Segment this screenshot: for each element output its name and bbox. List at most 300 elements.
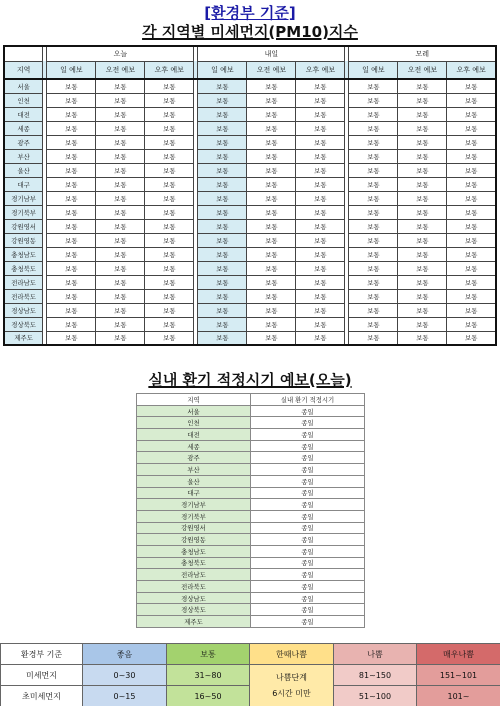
forecast-grade-cell: 보통 — [296, 107, 345, 121]
forecast-grade-cell: 보통 — [296, 121, 345, 135]
forecast-grade-cell: 보통 — [349, 191, 398, 205]
forecast-grade-cell: 보통 — [96, 275, 145, 289]
forecast-grade-cell: 보통 — [96, 191, 145, 205]
ventilation-row — [137, 545, 365, 557]
day-header-day-after: 모레 — [349, 46, 496, 61]
period-header: 일 예보 — [198, 61, 247, 79]
forecast-grade-cell: 보통 — [47, 107, 96, 121]
forecast-grade-cell: 보통 — [96, 233, 145, 247]
forecast-grade-cell: 보통 — [296, 303, 345, 317]
period-header: 일 예보 — [349, 61, 398, 79]
forecast-region-cell: 전라남도 — [4, 275, 43, 289]
forecast-grade-cell: 보통 — [447, 149, 496, 163]
forecast-grade-cell: 보통 — [349, 331, 398, 345]
ventilation-time-cell: 종일 — [251, 604, 365, 616]
ventilation-row — [137, 475, 365, 487]
forecast-grade-cell: 보통 — [296, 289, 345, 303]
forecast-grade-cell: 보통 — [198, 289, 247, 303]
pm25-very-bad-range: 101~ — [417, 686, 500, 706]
forecast-grade-cell: 보통 — [398, 121, 447, 135]
forecast-grade-cell: 보통 — [96, 107, 145, 121]
forecast-grade-cell: 보통 — [349, 289, 398, 303]
ventilation-region-cell: 인천 — [137, 417, 251, 429]
ventilation-row — [137, 616, 365, 628]
legend-header-row — [1, 644, 500, 665]
day-header-today: 오늘 — [47, 46, 194, 61]
ventilation-time-cell: 종일 — [251, 534, 365, 546]
forecast-grade-cell: 보통 — [349, 275, 398, 289]
forecast-grade-cell: 보통 — [47, 205, 96, 219]
ventilation-row — [137, 557, 365, 569]
forecast-row — [4, 93, 496, 107]
ventilation-row — [137, 440, 365, 452]
forecast-grade-cell: 보통 — [96, 317, 145, 331]
forecast-grade-cell: 보통 — [447, 205, 496, 219]
forecast-row — [4, 331, 496, 345]
forecast-body — [4, 79, 496, 345]
ventilation-time-cell: 종일 — [251, 522, 365, 534]
forecast-grade-cell: 보통 — [247, 261, 296, 275]
forecast-grade-cell: 보통 — [96, 93, 145, 107]
forecast-grade-cell: 보통 — [145, 163, 194, 177]
forecast-corner — [4, 46, 43, 61]
forecast-row — [4, 275, 496, 289]
forecast-grade-cell: 보통 — [47, 177, 96, 191]
forecast-grade-cell: 보통 — [349, 247, 398, 261]
forecast-grade-cell: 보통 — [145, 149, 194, 163]
forecast-grade-cell: 보통 — [247, 177, 296, 191]
forecast-grade-cell: 보통 — [96, 79, 145, 93]
forecast-grade-cell: 보통 — [349, 317, 398, 331]
source-title-text: [환경부 기준] — [204, 4, 296, 22]
forecast-grade-cell: 보통 — [247, 219, 296, 233]
ventilation-region-cell: 경기남부 — [137, 499, 251, 511]
forecast-grade-cell: 보통 — [447, 163, 496, 177]
ventilation-time-cell: 종일 — [251, 569, 365, 581]
forecast-grade-cell: 보통 — [96, 261, 145, 275]
forecast-grade-cell: 보통 — [398, 107, 447, 121]
forecast-grade-cell: 보통 — [247, 331, 296, 345]
forecast-grade-cell: 보통 — [247, 149, 296, 163]
forecast-grade-cell: 보통 — [447, 191, 496, 205]
period-header: 오전 예보 — [96, 61, 145, 79]
forecast-grade-cell: 보통 — [198, 79, 247, 93]
pm25-label: 초미세먼지 — [1, 686, 83, 706]
forecast-grade-cell: 보통 — [198, 275, 247, 289]
forecast-grade-cell: 보통 — [145, 135, 194, 149]
forecast-grade-cell: 보통 — [296, 177, 345, 191]
ventilation-row — [137, 464, 365, 476]
forecast-row — [4, 303, 496, 317]
ventilation-row — [137, 510, 365, 522]
ventilation-time-header: 실내 환기 적정시기 — [251, 394, 365, 406]
forecast-grade-cell: 보통 — [96, 247, 145, 261]
forecast-grade-cell: 보통 — [145, 219, 194, 233]
grade-very-bad-header: 매우나쁨 — [417, 644, 500, 665]
ventilation-region-cell: 대전 — [137, 429, 251, 441]
forecast-row — [4, 247, 496, 261]
forecast-grade-cell: 보통 — [349, 177, 398, 191]
forecast-grade-cell: 보통 — [145, 233, 194, 247]
forecast-region-cell: 세종 — [4, 121, 43, 135]
forecast-region-cell: 강원영서 — [4, 219, 43, 233]
forecast-grade-cell: 보통 — [398, 247, 447, 261]
ventilation-row — [137, 522, 365, 534]
forecast-region-cell: 경기남부 — [4, 191, 43, 205]
forecast-grade-cell: 보통 — [447, 233, 496, 247]
forecast-grade-cell: 보통 — [47, 275, 96, 289]
forecast-grade-cell: 보통 — [247, 317, 296, 331]
grade-bad-header: 나쁨 — [334, 644, 417, 665]
ventilation-time-cell: 종일 — [251, 475, 365, 487]
ventilation-time-cell: 종일 — [251, 464, 365, 476]
ventilation-region-cell: 세종 — [137, 440, 251, 452]
ventilation-time-cell: 종일 — [251, 616, 365, 628]
ventilation-time-cell: 종일 — [251, 510, 365, 522]
forecast-grade-cell: 보통 — [198, 163, 247, 177]
forecast-grade-cell: 보통 — [398, 135, 447, 149]
pm25-bad-range: 51~100 — [334, 686, 417, 706]
forecast-region-cell: 경상남도 — [4, 303, 43, 317]
ventilation-region-cell: 경기북부 — [137, 510, 251, 522]
temporarily-bad-note-line2: 6시간 미만 — [272, 689, 311, 698]
forecast-grade-cell: 보통 — [96, 331, 145, 345]
forecast-grade-cell: 보통 — [47, 233, 96, 247]
forecast-grade-cell: 보통 — [145, 289, 194, 303]
source-title — [0, 2, 500, 23]
forecast-grade-cell: 보통 — [296, 261, 345, 275]
forecast-grade-cell: 보통 — [447, 177, 496, 191]
forecast-grade-cell: 보통 — [198, 317, 247, 331]
forecast-grade-cell: 보통 — [47, 247, 96, 261]
period-header: 일 예보 — [47, 61, 96, 79]
ventilation-body — [137, 405, 365, 627]
forecast-grade-cell: 보통 — [349, 219, 398, 233]
forecast-region-cell: 강원영동 — [4, 233, 43, 247]
ventilation-region-cell: 제주도 — [137, 616, 251, 628]
forecast-grade-cell: 보통 — [96, 121, 145, 135]
ventilation-header-row — [137, 394, 365, 406]
forecast-grade-cell: 보통 — [447, 93, 496, 107]
forecast-day-header-row — [4, 46, 496, 61]
pm10-forecast-table — [3, 45, 497, 346]
forecast-row — [4, 135, 496, 149]
forecast-region-cell: 서울 — [4, 79, 43, 93]
forecast-grade-cell: 보통 — [349, 79, 398, 93]
forecast-grade-cell: 보통 — [145, 275, 194, 289]
forecast-grade-cell: 보통 — [145, 79, 194, 93]
forecast-grade-cell: 보통 — [296, 219, 345, 233]
pm10-good-range: 0~30 — [83, 665, 167, 686]
forecast-grade-cell: 보통 — [145, 331, 194, 345]
ventilation-time-cell: 종일 — [251, 557, 365, 569]
pm25-good-range: 0~15 — [83, 686, 167, 706]
ventilation-title-text: 실내 환기 적정시기 예보(오늘) — [148, 371, 352, 389]
forecast-grade-cell: 보통 — [296, 149, 345, 163]
forecast-grade-cell: 보통 — [198, 219, 247, 233]
forecast-row — [4, 289, 496, 303]
forecast-grade-cell: 보통 — [198, 149, 247, 163]
day-header-tomorrow: 내일 — [198, 46, 345, 61]
period-header: 오후 예보 — [145, 61, 194, 79]
pm10-very-bad-range: 151~101 — [417, 665, 500, 686]
ventilation-row — [137, 581, 365, 593]
forecast-grade-cell: 보통 — [247, 121, 296, 135]
forecast-grade-cell: 보통 — [296, 79, 345, 93]
ventilation-time-cell: 종일 — [251, 487, 365, 499]
forecast-grade-cell: 보통 — [198, 191, 247, 205]
forecast-grade-cell: 보통 — [447, 261, 496, 275]
forecast-grade-cell: 보통 — [47, 219, 96, 233]
forecast-grade-cell: 보통 — [398, 331, 447, 345]
forecast-grade-cell: 보통 — [398, 163, 447, 177]
ventilation-region-cell: 울산 — [137, 475, 251, 487]
forecast-region-cell: 인천 — [4, 93, 43, 107]
ventilation-region-cell: 충청북도 — [137, 557, 251, 569]
ventilation-region-cell: 광주 — [137, 452, 251, 464]
period-header: 오전 예보 — [398, 61, 447, 79]
forecast-grade-cell: 보통 — [47, 79, 96, 93]
forecast-region-cell: 전라북도 — [4, 289, 43, 303]
forecast-grade-cell: 보통 — [145, 317, 194, 331]
forecast-grade-cell: 보통 — [47, 163, 96, 177]
forecast-grade-cell: 보통 — [145, 205, 194, 219]
forecast-row — [4, 121, 496, 135]
forecast-grade-cell: 보통 — [447, 135, 496, 149]
forecast-grade-cell: 보통 — [296, 135, 345, 149]
forecast-grade-cell: 보통 — [96, 303, 145, 317]
ventilation-time-cell: 종일 — [251, 417, 365, 429]
forecast-region-cell: 울산 — [4, 163, 43, 177]
forecast-region-cell: 충청북도 — [4, 261, 43, 275]
forecast-grade-cell: 보통 — [247, 205, 296, 219]
pm10-normal-range: 31~80 — [167, 665, 250, 686]
forecast-grade-cell: 보통 — [198, 261, 247, 275]
period-header: 오후 예보 — [296, 61, 345, 79]
forecast-grade-cell: 보통 — [47, 303, 96, 317]
forecast-grade-cell: 보통 — [296, 93, 345, 107]
forecast-grade-cell: 보통 — [447, 121, 496, 135]
forecast-row — [4, 177, 496, 191]
ventilation-region-cell: 부산 — [137, 464, 251, 476]
forecast-grade-cell: 보통 — [349, 93, 398, 107]
forecast-grade-cell: 보통 — [296, 205, 345, 219]
ventilation-time-cell: 종일 — [251, 499, 365, 511]
ventilation-time-cell: 종일 — [251, 452, 365, 464]
forecast-region-cell: 부산 — [4, 149, 43, 163]
ventilation-region-cell: 대구 — [137, 487, 251, 499]
temporarily-bad-note — [250, 665, 334, 706]
main-title-text: 각 지역별 미세먼지(PM10)지수 — [142, 23, 358, 41]
forecast-grade-cell: 보통 — [247, 107, 296, 121]
forecast-grade-cell: 보통 — [447, 317, 496, 331]
forecast-row — [4, 219, 496, 233]
forecast-grade-cell: 보통 — [398, 149, 447, 163]
forecast-grade-cell: 보통 — [198, 303, 247, 317]
forecast-grade-cell: 보통 — [296, 331, 345, 345]
forecast-grade-cell: 보통 — [296, 191, 345, 205]
forecast-grade-cell: 보통 — [247, 275, 296, 289]
forecast-region-cell: 대구 — [4, 177, 43, 191]
forecast-grade-cell: 보통 — [447, 219, 496, 233]
ventilation-region-cell: 경상북도 — [137, 604, 251, 616]
ventilation-row — [137, 429, 365, 441]
period-header: 오후 예보 — [447, 61, 496, 79]
region-header: 지역 — [4, 61, 43, 79]
forecast-grade-cell: 보통 — [47, 331, 96, 345]
forecast-region-cell: 광주 — [4, 135, 43, 149]
forecast-grade-cell: 보통 — [96, 177, 145, 191]
forecast-grade-cell: 보통 — [198, 121, 247, 135]
ventilation-row — [137, 604, 365, 616]
forecast-grade-cell: 보통 — [145, 261, 194, 275]
forecast-grade-cell: 보통 — [349, 303, 398, 317]
ventilation-time-cell: 종일 — [251, 592, 365, 604]
forecast-grade-cell: 보통 — [349, 135, 398, 149]
forecast-grade-cell: 보통 — [296, 247, 345, 261]
forecast-grade-cell: 보통 — [96, 289, 145, 303]
ventilation-title — [0, 369, 500, 390]
legend-standard-label: 환경부 기준 — [1, 644, 83, 665]
forecast-row — [4, 191, 496, 205]
forecast-grade-cell: 보통 — [47, 121, 96, 135]
grade-temporarily-bad-header: 한때나쁨 — [250, 644, 334, 665]
forecast-grade-cell: 보통 — [47, 261, 96, 275]
forecast-grade-cell: 보통 — [296, 163, 345, 177]
forecast-grade-cell: 보통 — [296, 275, 345, 289]
forecast-row — [4, 205, 496, 219]
forecast-grade-cell: 보통 — [247, 289, 296, 303]
forecast-grade-cell: 보통 — [198, 135, 247, 149]
forecast-grade-cell: 보통 — [198, 233, 247, 247]
forecast-grade-cell: 보통 — [96, 205, 145, 219]
grade-good-header: 좋음 — [83, 644, 167, 665]
pm10-bad-range: 81~150 — [334, 665, 417, 686]
forecast-grade-cell: 보통 — [198, 177, 247, 191]
forecast-grade-cell: 보통 — [349, 163, 398, 177]
forecast-grade-cell: 보통 — [198, 247, 247, 261]
forecast-row — [4, 79, 496, 93]
main-title — [0, 21, 500, 42]
ventilation-row — [137, 499, 365, 511]
ventilation-table — [136, 393, 365, 628]
forecast-grade-cell: 보통 — [447, 289, 496, 303]
forecast-grade-cell: 보통 — [247, 191, 296, 205]
forecast-grade-cell: 보통 — [349, 149, 398, 163]
ventilation-row — [137, 405, 365, 417]
forecast-grade-cell: 보통 — [447, 247, 496, 261]
forecast-row — [4, 163, 496, 177]
forecast-grade-cell: 보통 — [349, 121, 398, 135]
forecast-grade-cell: 보통 — [398, 79, 447, 93]
ventilation-time-cell: 종일 — [251, 581, 365, 593]
forecast-grade-cell: 보통 — [47, 191, 96, 205]
forecast-grade-cell: 보통 — [47, 317, 96, 331]
forecast-grade-cell: 보통 — [247, 79, 296, 93]
ventilation-row — [137, 452, 365, 464]
pm25-normal-range: 16~50 — [167, 686, 250, 706]
forecast-row — [4, 317, 496, 331]
forecast-grade-cell: 보통 — [398, 275, 447, 289]
forecast-grade-cell: 보통 — [398, 177, 447, 191]
forecast-grade-cell: 보통 — [198, 331, 247, 345]
forecast-grade-cell: 보통 — [349, 261, 398, 275]
forecast-grade-cell: 보통 — [296, 317, 345, 331]
forecast-grade-cell: 보통 — [96, 135, 145, 149]
forecast-grade-cell: 보통 — [398, 191, 447, 205]
ventilation-row — [137, 592, 365, 604]
ventilation-row — [137, 534, 365, 546]
forecast-row — [4, 233, 496, 247]
forecast-grade-cell: 보통 — [198, 93, 247, 107]
forecast-grade-cell: 보통 — [398, 205, 447, 219]
forecast-grade-cell: 보통 — [145, 177, 194, 191]
ventilation-region-cell: 경상남도 — [137, 592, 251, 604]
ventilation-time-cell: 종일 — [251, 545, 365, 557]
forecast-region-cell: 충청남도 — [4, 247, 43, 261]
forecast-grade-cell: 보통 — [447, 275, 496, 289]
forecast-region-cell: 경상북도 — [4, 317, 43, 331]
ventilation-time-cell: 종일 — [251, 440, 365, 452]
forecast-grade-cell: 보통 — [96, 163, 145, 177]
forecast-grade-cell: 보통 — [145, 107, 194, 121]
forecast-grade-cell: 보통 — [47, 149, 96, 163]
forecast-row — [4, 107, 496, 121]
ventilation-region-cell: 전라북도 — [137, 581, 251, 593]
forecast-grade-cell: 보통 — [198, 205, 247, 219]
grade-legend-table — [0, 643, 500, 706]
forecast-grade-cell: 보통 — [349, 205, 398, 219]
forecast-grade-cell: 보통 — [247, 135, 296, 149]
forecast-grade-cell: 보통 — [447, 331, 496, 345]
forecast-grade-cell: 보통 — [47, 93, 96, 107]
ventilation-region-cell: 강원영서 — [137, 522, 251, 534]
period-header: 오전 예보 — [247, 61, 296, 79]
forecast-grade-cell: 보통 — [349, 107, 398, 121]
forecast-grade-cell: 보통 — [247, 247, 296, 261]
forecast-row — [4, 261, 496, 275]
ventilation-row — [137, 569, 365, 581]
forecast-region-cell: 경기북부 — [4, 205, 43, 219]
grade-normal-header: 보통 — [167, 644, 250, 665]
ventilation-region-cell: 서울 — [137, 405, 251, 417]
forecast-grade-cell: 보통 — [447, 303, 496, 317]
forecast-grade-cell: 보통 — [447, 79, 496, 93]
forecast-grade-cell: 보통 — [47, 135, 96, 149]
forecast-grade-cell: 보통 — [398, 317, 447, 331]
ventilation-region-cell: 충청남도 — [137, 545, 251, 557]
forecast-grade-cell: 보통 — [296, 233, 345, 247]
forecast-grade-cell: 보통 — [398, 219, 447, 233]
forecast-grade-cell: 보통 — [398, 303, 447, 317]
ventilation-region-cell: 전라남도 — [137, 569, 251, 581]
forecast-row — [4, 149, 496, 163]
forecast-grade-cell: 보통 — [447, 107, 496, 121]
ventilation-region-header: 지역 — [137, 394, 251, 406]
forecast-grade-cell: 보통 — [47, 289, 96, 303]
forecast-period-header-row — [4, 61, 496, 79]
forecast-grade-cell: 보통 — [145, 93, 194, 107]
forecast-grade-cell: 보통 — [145, 303, 194, 317]
forecast-grade-cell: 보통 — [398, 289, 447, 303]
forecast-grade-cell: 보통 — [198, 107, 247, 121]
forecast-grade-cell: 보통 — [145, 191, 194, 205]
forecast-grade-cell: 보통 — [247, 93, 296, 107]
ventilation-time-cell: 종일 — [251, 429, 365, 441]
legend-pm10-row — [1, 665, 500, 686]
ventilation-row — [137, 487, 365, 499]
forecast-grade-cell: 보통 — [96, 149, 145, 163]
